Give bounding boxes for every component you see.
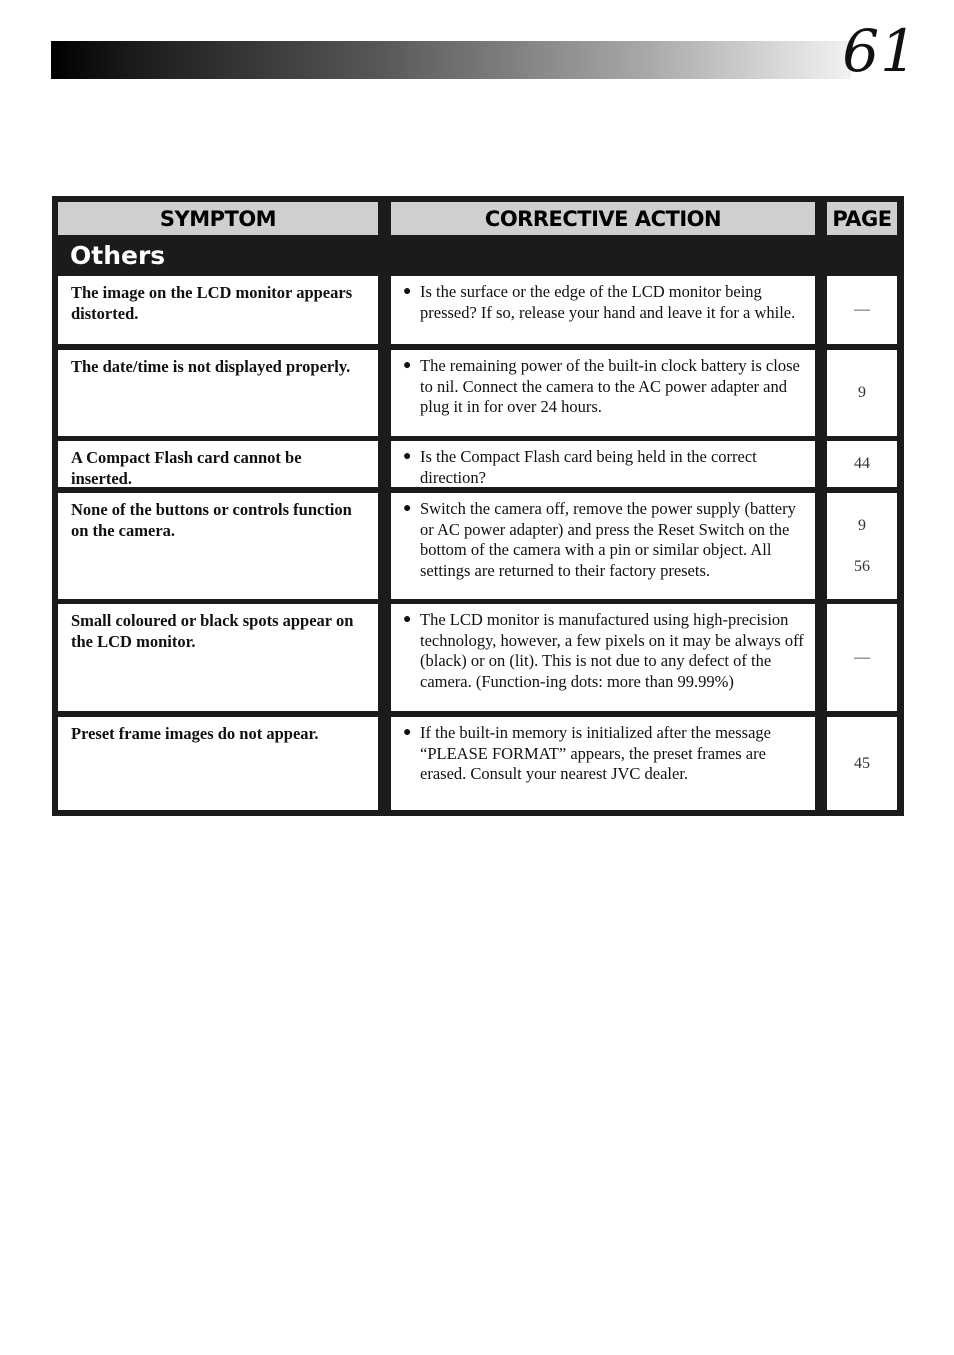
page-cell	[827, 604, 897, 711]
page-cell	[827, 493, 897, 599]
header-page: PAGE	[827, 202, 897, 235]
page-ref: 9	[858, 384, 866, 401]
troubleshooting-table	[52, 196, 904, 816]
symptom-cell: The date/time is not displayed properly.	[58, 350, 378, 436]
action-text: The remaining power of the built-in clock battery is close to nil. Connect the camera to the AC power adapter and plug it in for over 24 hours.	[420, 356, 800, 416]
header-gradient-bar	[51, 41, 851, 79]
action-text: Is the surface or the edge of the LCD monitor being pressed? If so, release your hand and leave it for a while.	[420, 282, 796, 322]
action-cell	[391, 717, 815, 810]
bullet-icon: ●	[403, 284, 412, 299]
page-cell	[827, 350, 897, 436]
action-text: Switch the camera off, remove the power supply (battery or AC power adapter) and press the Reset Switch on the bottom of the camera with a pin or similar object. All settings are returned to their factory presets.	[420, 499, 796, 580]
table-row	[52, 717, 904, 810]
symptom-cell: A Compact Flash card cannot be inserted.	[58, 441, 378, 487]
table-row	[52, 350, 904, 436]
action-cell	[391, 493, 815, 599]
table-row	[52, 276, 904, 344]
page-cell	[827, 717, 897, 810]
table-row	[52, 441, 904, 487]
symptom-cell: The image on the LCD monitor appears distorted.	[58, 276, 378, 344]
page-cell	[827, 441, 897, 487]
bullet-icon: ●	[403, 501, 412, 516]
page-ref: —	[854, 301, 870, 318]
page-cell	[827, 276, 897, 344]
section-title: Others	[70, 241, 166, 270]
page-ref: 56	[854, 557, 870, 575]
header-symptom: SYMPTOM	[58, 202, 378, 235]
bullet-icon: ●	[403, 725, 412, 740]
symptom-cell: None of the buttons or controls function on the camera.	[58, 493, 378, 599]
page-ref: 45	[854, 754, 870, 772]
action-text: If the built-in memory is initialized after the message “PLEASE FORMAT” appears, the preset frames are erased. Consult your nearest JVC dealer.	[420, 723, 771, 783]
bullet-icon: ●	[403, 358, 412, 373]
action-cell	[391, 350, 815, 436]
action-cell	[391, 276, 815, 344]
table-row	[52, 604, 904, 711]
header-corrective-action: CORRECTIVE ACTION	[391, 202, 815, 235]
symptom-cell: Preset frame images do not appear.	[58, 717, 378, 810]
page-number: 61	[842, 17, 918, 85]
symptom-cell: Small coloured or black spots appear on the LCD monitor.	[58, 604, 378, 711]
action-text: The LCD monitor is manufactured using high-precision technology, however, a few pixels on it may be always off (black) or on (lit). This is not due to any defect of the camera. (Function-ing dots: more than 99.99%)	[420, 610, 804, 691]
bullet-icon: ●	[403, 612, 412, 627]
table-row	[52, 493, 904, 599]
page-ref: —	[854, 648, 870, 666]
action-cell	[391, 441, 815, 487]
page-ref: 44	[854, 455, 870, 472]
bullet-icon: ●	[403, 449, 412, 464]
page-ref: 9	[858, 516, 866, 534]
action-cell	[391, 604, 815, 711]
action-text: Is the Compact Flash card being held in the correct direction?	[420, 447, 757, 487]
